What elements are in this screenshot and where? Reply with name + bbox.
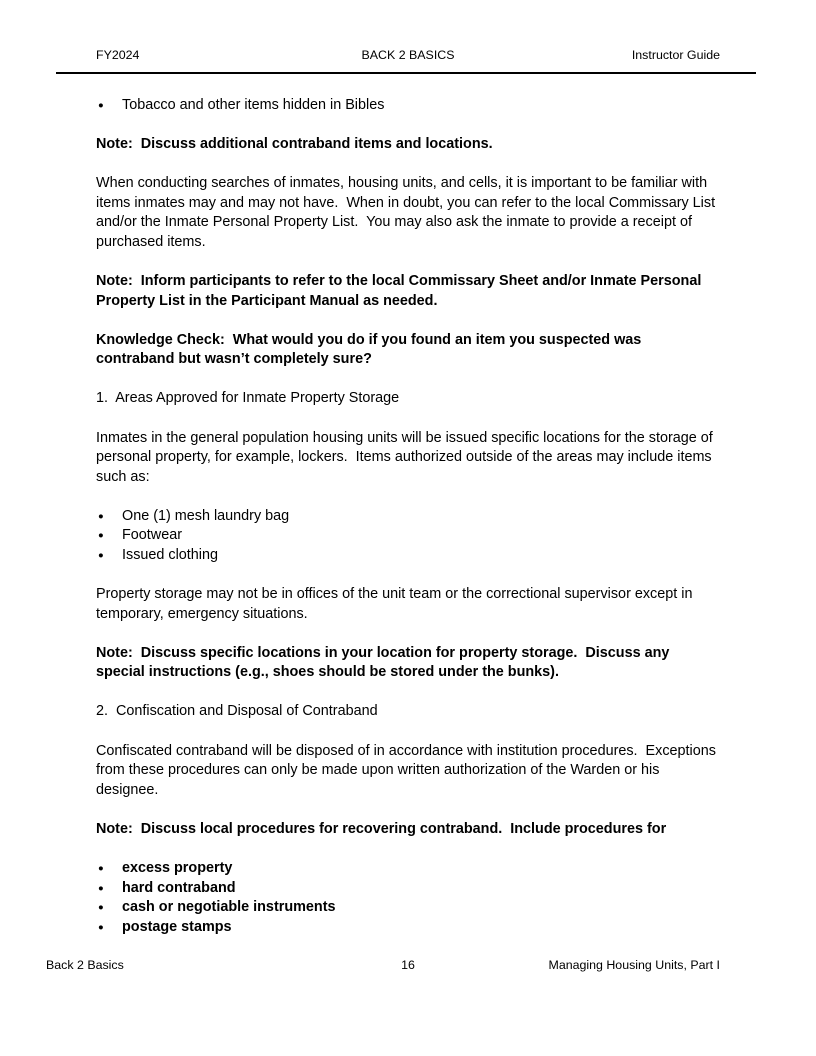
bullet-icon: ●: [98, 882, 104, 894]
knowledge-check: Knowledge Check: What would you do if you found an item you suspected was contraband but wasn’t completely sure?: [96, 331, 646, 368]
paragraph-searches: When conducting searches of inmates, housing units, and cells, it is important to be familiar with items inmates may and may not have. When in doubt, you can refer to the local Commissary List and/or the Inmate Personal Property List. You may also ask the inmate to provide a receipt of purchased items.: [96, 175, 720, 250]
list-item-text: hard contraband: [122, 879, 236, 896]
bullet-icon: ●: [98, 550, 104, 561]
procedures-list: [96, 859, 720, 937]
list-item-text: Footwear: [122, 527, 182, 544]
bullet-icon: ●: [98, 921, 104, 933]
header-course-title: BACK 2 BASICS: [361, 48, 455, 62]
list-item-text: Issued clothing: [122, 547, 218, 563]
bullet-icon: ●: [98, 862, 104, 874]
footer-course-name: Back 2 Basics: [46, 958, 124, 972]
list-item-text: excess property: [122, 859, 233, 876]
storage-items-list: [96, 507, 720, 566]
bullet-icon: ●: [98, 100, 104, 111]
bullet-icon: ●: [98, 530, 104, 542]
bullet-icon: ●: [98, 510, 104, 522]
list-item: [96, 879, 720, 899]
paragraph-storage-locations: Inmates in the general population housing units will be issued specific locations for the storage of personal property, for example, lockers. Items authorized outside of the areas may include items such as:: [96, 429, 717, 485]
note-commissary-sheet: Note: Inform participants to refer to the local Commissary Sheet and/or Inmate Personal Property List in the Participant Manual as needed.: [96, 273, 706, 309]
list-item: [96, 526, 720, 546]
heading-confiscation: 2. Confiscation and Disposal of Contraband: [96, 703, 378, 720]
list-item: [96, 546, 720, 566]
header-fiscal-year: FY2024: [96, 48, 140, 62]
list-item-text: Tobacco and other items hidden in Bibles: [122, 97, 385, 113]
header-guide-label: Instructor Guide: [631, 48, 720, 62]
list-item-text: cash or negotiable instruments: [122, 899, 336, 916]
page-header: [96, 48, 720, 63]
page-footer: [0, 958, 816, 974]
list-item: [96, 507, 720, 527]
list-item-text: One (1) mesh laundry bag: [122, 507, 290, 524]
document-body: [96, 96, 720, 957]
note-additional-contraband: Note: Discuss additional contraband items and locations.: [96, 136, 493, 153]
header-divider: [56, 72, 756, 74]
footer-module-name: Managing Housing Units, Part I: [548, 958, 720, 972]
note-recovery-procedures: Note: Discuss local procedures for recovering contraband. Include procedures for: [96, 820, 667, 837]
list-item: [96, 96, 720, 116]
list-item-text: postage stamps: [122, 918, 232, 935]
contraband-bullet-list: [96, 96, 720, 116]
footer-page-number: 16: [401, 958, 415, 972]
paragraph-storage-offices: Property storage may not be in offices of the unit team or the correctional supervisor except in temporary, emergency situations.: [96, 586, 697, 622]
note-storage-locations: Note: Discuss specific locations in your location for property storage. Discuss any special instructions (e.g., shoes should be stored under the bunks).: [96, 644, 674, 681]
list-item: [96, 859, 720, 879]
bullet-icon: ●: [98, 902, 104, 914]
paragraph-confiscation: Confiscated contraband will be disposed of in accordance with institution procedures. Exceptions from these procedures can only be made upon written authorization of the Warden or his designee.: [96, 742, 720, 798]
list-item: [96, 918, 720, 938]
list-item: [96, 898, 720, 918]
heading-property-storage: 1. Areas Approved for Inmate Property Storage: [96, 390, 400, 407]
